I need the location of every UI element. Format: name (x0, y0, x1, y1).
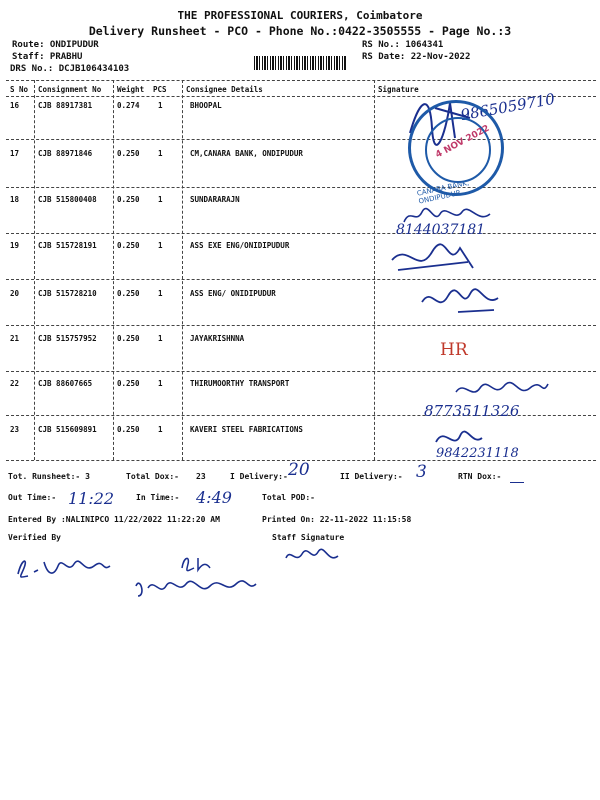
row-21-consignment: CJB 515757952 (38, 334, 97, 343)
row-18-weight: 0.250 (117, 195, 140, 204)
row-23-pcs: 1 (158, 425, 163, 434)
row-19-consignment: CJB 515728191 (38, 241, 97, 250)
stamp-date: 4 NOV 2022 (434, 123, 492, 161)
row-21-pcs: 1 (158, 334, 163, 343)
staff-signature (282, 544, 342, 568)
phone-row-22: 8773511326 (424, 402, 520, 420)
row-16-sno: 16 (10, 101, 20, 110)
row-20-pcs: 1 (158, 289, 163, 298)
row-18-sno: 18 (10, 195, 20, 204)
initials-row-21: HR (440, 340, 468, 360)
total-dox-value: 23 (196, 472, 206, 481)
row-22-sno: 22 (10, 379, 20, 388)
drs-label: DRS No.: DCJB106434103 (10, 64, 130, 74)
ii-delivery-value: 3 (416, 462, 427, 482)
phone-row-18: 8144037181 (396, 222, 486, 238)
row-21-consignee: JAYAKRISHNNA (190, 334, 245, 343)
row-18-pcs: 1 (158, 195, 163, 204)
col-separator (374, 80, 375, 460)
col-separator (113, 80, 114, 460)
signature-row-20 (418, 284, 508, 318)
runsheet-title: Delivery Runsheet - PCO - Phone No.:0422-3505555 - Page No.:3 (88, 24, 512, 38)
col-consignment-header: Consignment No (38, 85, 102, 94)
row-22-pcs: 1 (158, 379, 163, 388)
verified-by-label: Verified By (8, 533, 61, 542)
bank-stamp (408, 100, 504, 206)
row-divider (6, 139, 596, 140)
col-weight-header: Weight (117, 85, 145, 94)
row-21-sno: 21 (10, 334, 20, 343)
stamp-text: CANARA BANK, ONDIPUDUR (416, 178, 470, 206)
row-19-weight: 0.250 (117, 241, 140, 250)
row-19-sno: 19 (10, 241, 20, 250)
row-22-consignee: THIRUMOORTHY TRANSPORT (190, 379, 290, 388)
in-time-value: 4:49 (196, 488, 232, 507)
in-time-label: In Time:- (136, 493, 180, 502)
phone-row-16: 9865059710 (459, 89, 557, 125)
signature-row-19 (388, 240, 488, 280)
row-16-weight: 0.274 (117, 101, 140, 110)
row-16-consignment: CJB 88917381 (38, 101, 93, 110)
row-divider (6, 325, 596, 326)
row-23-weight: 0.250 (117, 425, 140, 434)
i-delivery-label: I Delivery:- (230, 472, 288, 481)
row-19-consignee: ASS EXE ENG/ONIDIPUDUR (190, 241, 290, 250)
row-21-weight: 0.250 (117, 334, 140, 343)
row-17-pcs: 1 (158, 149, 163, 158)
col-pcs-header: PCS (153, 85, 167, 94)
row-20-weight: 0.250 (117, 289, 140, 298)
barcode (254, 56, 346, 70)
route-label: Route: ONDIPUDUR (12, 40, 99, 50)
staff-label: Staff: PRABHU (12, 52, 83, 62)
row-19-pcs: 1 (158, 241, 163, 250)
tot-runsheet-label: Tot. Runsheet:- 3 (8, 472, 90, 481)
col-signature-header: Signature (378, 85, 419, 94)
signature-row-22 (452, 378, 552, 402)
row-17-consignee: CM,CANARA BANK, ONDIPUDUR (190, 149, 303, 158)
row-20-consignment: CJB 515728210 (38, 289, 97, 298)
row-17-consignment: CJB 88971846 (38, 149, 93, 158)
phone-row-23: 9842231118 (436, 446, 519, 461)
ii-delivery-label: II Delivery:- (340, 472, 403, 481)
col-separator (34, 80, 35, 460)
rtn-dox-dash (510, 482, 524, 483)
total-pod-label: Total POD:- (262, 493, 315, 502)
verifier-signature (14, 552, 114, 582)
rs-number: RS No.: 1064341 (362, 40, 444, 50)
out-time-value: 11:22 (68, 489, 115, 508)
row-20-consignee: ASS ENG/ ONIDIPUDUR (190, 289, 276, 298)
total-dox-label: Total Dox:- (126, 472, 179, 481)
entered-by: Entered By :NALINIPCO 11/22/2022 11:22:20 AM (8, 515, 220, 524)
row-divider (6, 233, 596, 234)
company-title: THE PROFESSIONAL COURIERS, Coimbatore (177, 9, 423, 22)
row-23-consignment: CJB 515609891 (38, 425, 97, 434)
row-16-pcs: 1 (158, 101, 163, 110)
row-divider (6, 371, 596, 372)
row-17-weight: 0.250 (117, 149, 140, 158)
col-sno-header: S No (10, 85, 29, 94)
row-18-consignment: CJB 515800408 (38, 195, 97, 204)
row-22-consignment: CJB 88607665 (38, 379, 93, 388)
i-delivery-value: 20 (288, 460, 310, 480)
staff-signature-label: Staff Signature (272, 533, 345, 542)
row-divider (6, 187, 596, 188)
row-18-consignee: SUNDARARAJN (190, 195, 240, 204)
col-separator (182, 80, 183, 460)
row-17-sno: 17 (10, 149, 20, 158)
rtn-dox-label: RTN Dox:- (458, 472, 502, 481)
table-top-border (6, 80, 596, 81)
initials-signature (176, 552, 216, 574)
second-signature (130, 572, 260, 602)
col-consignee-header: Consignee Details (186, 85, 263, 94)
row-23-sno: 23 (10, 425, 20, 434)
row-20-sno: 20 (10, 289, 20, 298)
printed-on: Printed On: 22-11-2022 11:15:58 (262, 515, 412, 524)
row-22-weight: 0.250 (117, 379, 140, 388)
rs-date: RS Date: 22-Nov-2022 (362, 52, 471, 62)
row-divider (6, 279, 596, 280)
out-time-label: Out Time:- (8, 493, 57, 502)
row-23-consignee: KAVERI STEEL FABRICATIONS (190, 425, 303, 434)
row-16-consignee: BHOOPAL (190, 101, 222, 110)
